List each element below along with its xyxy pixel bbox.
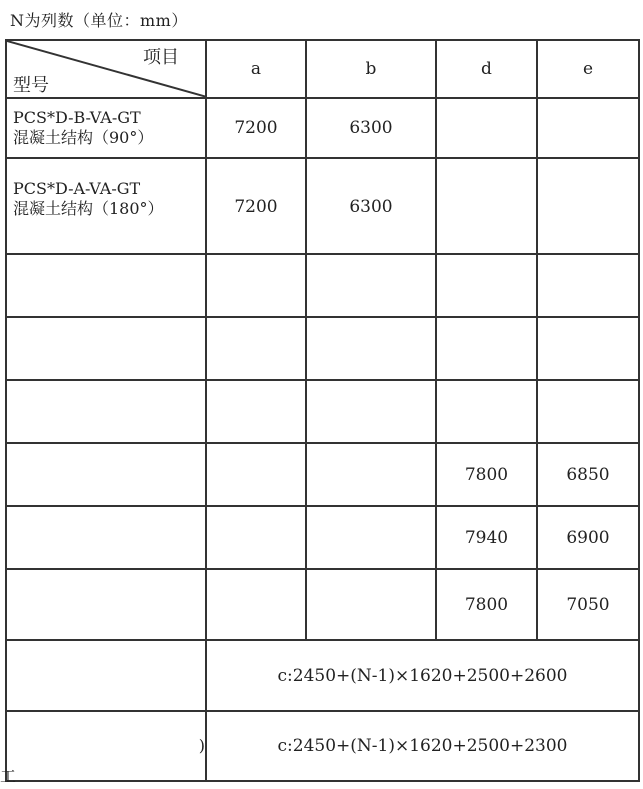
column-header-e: e xyxy=(537,40,639,98)
value-d xyxy=(436,317,537,380)
value-a xyxy=(206,380,306,443)
table-row xyxy=(6,569,639,640)
value-b xyxy=(306,317,436,380)
cropped-text-fragment: 工 xyxy=(0,767,17,786)
header-row xyxy=(6,40,639,98)
model-cell xyxy=(6,640,206,711)
formula-c: c:2450+(N-1)×1620+2500+2300 xyxy=(206,711,639,781)
value-b xyxy=(306,569,436,640)
corner-header-model: 型号 xyxy=(13,75,49,96)
column-header-b: b xyxy=(306,40,436,98)
table-caption: N为列数（单位：mm） xyxy=(10,11,188,30)
model-cell xyxy=(6,443,206,506)
model-code: PCS*D-A-VA-GT xyxy=(13,179,141,198)
formula-row xyxy=(6,711,639,781)
column-header-d: d xyxy=(436,40,537,98)
value-b: 6300 xyxy=(306,98,436,158)
value-d xyxy=(436,254,537,317)
value-a: 7200 xyxy=(206,158,306,254)
value-d xyxy=(436,158,537,254)
value-e: 6900 xyxy=(537,506,639,569)
model-structure: 混凝土结构（180°） xyxy=(13,199,164,218)
value-d xyxy=(436,380,537,443)
value-e xyxy=(537,98,639,158)
model-cell xyxy=(6,380,206,443)
value-d: 7940 xyxy=(436,506,537,569)
table-row xyxy=(6,380,639,443)
value-e xyxy=(537,317,639,380)
value-e: 6850 xyxy=(537,443,639,506)
dimension-table xyxy=(5,39,640,782)
value-e xyxy=(537,254,639,317)
value-d xyxy=(436,98,537,158)
value-e: 7050 xyxy=(537,569,639,640)
value-a xyxy=(206,443,306,506)
value-a: 7200 xyxy=(206,98,306,158)
model-code: PCS*D-B-VA-GT xyxy=(13,108,141,127)
corner-header-item: 项目 xyxy=(143,47,179,68)
table-row xyxy=(6,98,639,158)
model-cell xyxy=(6,158,206,254)
formula-row xyxy=(6,640,639,711)
value-a xyxy=(206,506,306,569)
column-header-a: a xyxy=(206,40,306,98)
model-cell xyxy=(6,506,206,569)
value-b xyxy=(306,443,436,506)
value-b xyxy=(306,254,436,317)
model-structure: 混凝土结构（90°） xyxy=(13,128,154,147)
value-a xyxy=(206,317,306,380)
formula-c: c:2450+(N-1)×1620+2500+2600 xyxy=(206,640,639,711)
value-d: 7800 xyxy=(436,443,537,506)
model-cell xyxy=(6,569,206,640)
table-row xyxy=(6,254,639,317)
value-b xyxy=(306,506,436,569)
value-e xyxy=(537,380,639,443)
value-a xyxy=(206,254,306,317)
value-b: 6300 xyxy=(306,158,436,254)
value-e xyxy=(537,158,639,254)
model-cell xyxy=(6,98,206,158)
model-cell xyxy=(6,254,206,317)
table-row xyxy=(6,443,639,506)
value-a xyxy=(206,569,306,640)
table-row xyxy=(6,317,639,380)
table-row xyxy=(6,506,639,569)
model-cell: ) xyxy=(6,711,206,781)
model-cell xyxy=(6,317,206,380)
value-d: 7800 xyxy=(436,569,537,640)
corner-header-cell xyxy=(6,40,206,98)
table-row xyxy=(6,158,639,254)
value-b xyxy=(306,380,436,443)
